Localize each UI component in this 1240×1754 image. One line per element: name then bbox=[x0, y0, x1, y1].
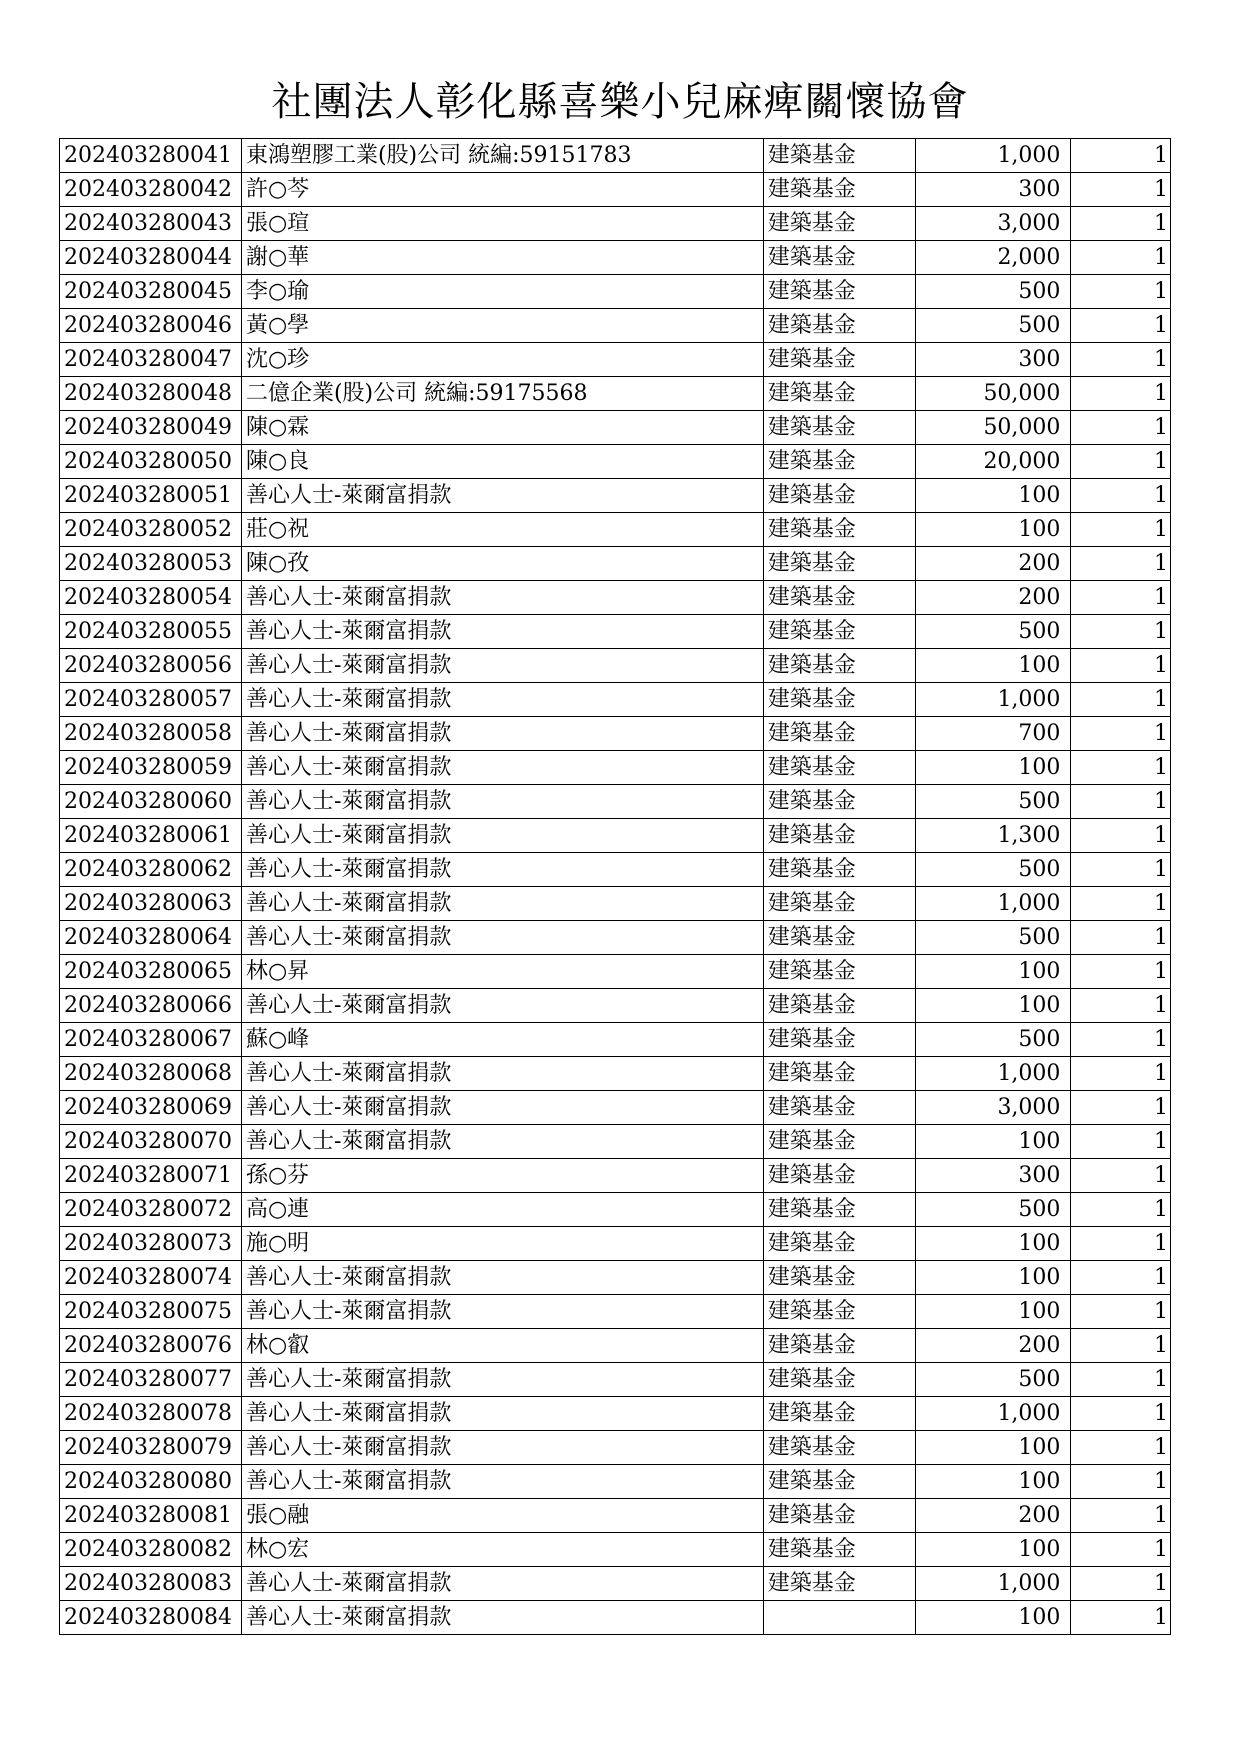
donor-name-cell: 善心人士-萊爾富捐款 bbox=[241, 1465, 763, 1499]
table-row bbox=[60, 649, 1171, 683]
donation-count-cell: 1 bbox=[1071, 139, 1171, 173]
donation-amount-cell: 1,000 bbox=[915, 1397, 1071, 1431]
donation-count-cell: 1 bbox=[1071, 615, 1171, 649]
receipt-number-cell: 202403280067 bbox=[60, 1023, 242, 1057]
donation-amount-cell: 100 bbox=[915, 1261, 1071, 1295]
donation-purpose-cell: 建築基金 bbox=[763, 343, 915, 377]
donor-name-cell: 林○叡 bbox=[241, 1329, 763, 1363]
table-row bbox=[60, 785, 1171, 819]
table-row bbox=[60, 853, 1171, 887]
donor-name-cell: 善心人士-萊爾富捐款 bbox=[241, 1397, 763, 1431]
receipt-number-cell: 202403280053 bbox=[60, 547, 242, 581]
donation-count-cell: 1 bbox=[1071, 683, 1171, 717]
donor-name-cell: 善心人士-萊爾富捐款 bbox=[241, 615, 763, 649]
donation-purpose-cell: 建築基金 bbox=[763, 955, 915, 989]
donor-name-cell: 善心人士-萊爾富捐款 bbox=[241, 887, 763, 921]
donor-name-cell: 林○昇 bbox=[241, 955, 763, 989]
donation-purpose-cell: 建築基金 bbox=[763, 1465, 915, 1499]
donation-amount-cell: 50,000 bbox=[915, 411, 1071, 445]
donation-count-cell: 1 bbox=[1071, 411, 1171, 445]
receipt-number-cell: 202403280083 bbox=[60, 1567, 242, 1601]
donation-amount-cell: 1,000 bbox=[915, 1057, 1071, 1091]
donor-name-cell: 施○明 bbox=[241, 1227, 763, 1261]
receipt-number-cell: 202403280055 bbox=[60, 615, 242, 649]
donation-amount-cell: 100 bbox=[915, 649, 1071, 683]
donor-name-cell: 善心人士-萊爾富捐款 bbox=[241, 1091, 763, 1125]
receipt-number-cell: 202403280047 bbox=[60, 343, 242, 377]
donation-purpose-cell: 建築基金 bbox=[763, 785, 915, 819]
donation-count-cell: 1 bbox=[1071, 717, 1171, 751]
table-row bbox=[60, 513, 1171, 547]
receipt-number-cell: 202403280081 bbox=[60, 1499, 242, 1533]
receipt-number-cell: 202403280084 bbox=[60, 1601, 242, 1635]
receipt-number-cell: 202403280061 bbox=[60, 819, 242, 853]
donation-table bbox=[59, 138, 1171, 1635]
table-row bbox=[60, 1533, 1171, 1567]
table-row bbox=[60, 411, 1171, 445]
donation-table-body bbox=[60, 139, 1171, 1635]
donation-purpose-cell bbox=[763, 1601, 915, 1635]
donation-amount-cell: 100 bbox=[915, 1431, 1071, 1465]
donation-amount-cell: 1,000 bbox=[915, 683, 1071, 717]
table-row bbox=[60, 989, 1171, 1023]
donation-count-cell: 1 bbox=[1071, 955, 1171, 989]
receipt-number-cell: 202403280048 bbox=[60, 377, 242, 411]
donation-purpose-cell: 建築基金 bbox=[763, 1023, 915, 1057]
donation-purpose-cell: 建築基金 bbox=[763, 1057, 915, 1091]
table-row bbox=[60, 1465, 1171, 1499]
receipt-number-cell: 202403280042 bbox=[60, 173, 242, 207]
table-row bbox=[60, 309, 1171, 343]
table-row bbox=[60, 751, 1171, 785]
donation-count-cell: 1 bbox=[1071, 1125, 1171, 1159]
donor-name-cell: 沈○珍 bbox=[241, 343, 763, 377]
donor-name-cell: 善心人士-萊爾富捐款 bbox=[241, 1057, 763, 1091]
donation-amount-cell: 1,300 bbox=[915, 819, 1071, 853]
donation-purpose-cell: 建築基金 bbox=[763, 887, 915, 921]
receipt-number-cell: 202403280051 bbox=[60, 479, 242, 513]
donation-purpose-cell: 建築基金 bbox=[763, 683, 915, 717]
donor-name-cell: 許○芩 bbox=[241, 173, 763, 207]
donation-count-cell: 1 bbox=[1071, 207, 1171, 241]
donation-amount-cell: 200 bbox=[915, 581, 1071, 615]
table-row bbox=[60, 717, 1171, 751]
table-row bbox=[60, 1363, 1171, 1397]
table-row bbox=[60, 173, 1171, 207]
donation-count-cell: 1 bbox=[1071, 581, 1171, 615]
donor-name-cell: 張○融 bbox=[241, 1499, 763, 1533]
donor-name-cell: 善心人士-萊爾富捐款 bbox=[241, 717, 763, 751]
donation-amount-cell: 1,000 bbox=[915, 887, 1071, 921]
donor-name-cell: 李○瑜 bbox=[241, 275, 763, 309]
donor-name-cell: 張○瑄 bbox=[241, 207, 763, 241]
donation-purpose-cell: 建築基金 bbox=[763, 1431, 915, 1465]
donation-amount-cell: 200 bbox=[915, 1499, 1071, 1533]
donation-amount-cell: 500 bbox=[915, 615, 1071, 649]
donation-count-cell: 1 bbox=[1071, 819, 1171, 853]
receipt-number-cell: 202403280043 bbox=[60, 207, 242, 241]
donation-purpose-cell: 建築基金 bbox=[763, 207, 915, 241]
donation-count-cell: 1 bbox=[1071, 445, 1171, 479]
donation-amount-cell: 300 bbox=[915, 343, 1071, 377]
table-row bbox=[60, 819, 1171, 853]
donation-amount-cell: 500 bbox=[915, 921, 1071, 955]
table-row bbox=[60, 377, 1171, 411]
receipt-number-cell: 202403280058 bbox=[60, 717, 242, 751]
donation-purpose-cell: 建築基金 bbox=[763, 853, 915, 887]
receipt-number-cell: 202403280072 bbox=[60, 1193, 242, 1227]
receipt-number-cell: 202403280082 bbox=[60, 1533, 242, 1567]
table-row bbox=[60, 445, 1171, 479]
donation-purpose-cell: 建築基金 bbox=[763, 1499, 915, 1533]
table-row bbox=[60, 1057, 1171, 1091]
table-row bbox=[60, 479, 1171, 513]
receipt-number-cell: 202403280068 bbox=[60, 1057, 242, 1091]
table-row bbox=[60, 547, 1171, 581]
donation-purpose-cell: 建築基金 bbox=[763, 513, 915, 547]
donation-amount-cell: 700 bbox=[915, 717, 1071, 751]
donation-purpose-cell: 建築基金 bbox=[763, 615, 915, 649]
donation-purpose-cell: 建築基金 bbox=[763, 1533, 915, 1567]
receipt-number-cell: 202403280070 bbox=[60, 1125, 242, 1159]
donation-amount-cell: 500 bbox=[915, 785, 1071, 819]
receipt-number-cell: 202403280045 bbox=[60, 275, 242, 309]
donor-name-cell: 東鴻塑膠工業(股)公司 統編:59151783 bbox=[241, 139, 763, 173]
donation-count-cell: 1 bbox=[1071, 887, 1171, 921]
donation-count-cell: 1 bbox=[1071, 513, 1171, 547]
table-row bbox=[60, 139, 1171, 173]
table-row bbox=[60, 1567, 1171, 1601]
donation-count-cell: 1 bbox=[1071, 1431, 1171, 1465]
donation-purpose-cell: 建築基金 bbox=[763, 173, 915, 207]
donation-count-cell: 1 bbox=[1071, 1533, 1171, 1567]
receipt-number-cell: 202403280077 bbox=[60, 1363, 242, 1397]
donor-name-cell: 莊○祝 bbox=[241, 513, 763, 547]
table-row bbox=[60, 1227, 1171, 1261]
table-row bbox=[60, 1125, 1171, 1159]
donation-purpose-cell: 建築基金 bbox=[763, 479, 915, 513]
table-row bbox=[60, 1159, 1171, 1193]
donation-purpose-cell: 建築基金 bbox=[763, 989, 915, 1023]
donation-count-cell: 1 bbox=[1071, 1567, 1171, 1601]
receipt-number-cell: 202403280046 bbox=[60, 309, 242, 343]
receipt-number-cell: 202403280074 bbox=[60, 1261, 242, 1295]
donation-purpose-cell: 建築基金 bbox=[763, 1193, 915, 1227]
table-row bbox=[60, 343, 1171, 377]
table-row bbox=[60, 1091, 1171, 1125]
donor-name-cell: 高○連 bbox=[241, 1193, 763, 1227]
receipt-number-cell: 202403280049 bbox=[60, 411, 242, 445]
donation-amount-cell: 100 bbox=[915, 751, 1071, 785]
donor-name-cell: 蘇○峰 bbox=[241, 1023, 763, 1057]
donor-name-cell: 善心人士-萊爾富捐款 bbox=[241, 1295, 763, 1329]
table-row bbox=[60, 1193, 1171, 1227]
donor-name-cell: 善心人士-萊爾富捐款 bbox=[241, 649, 763, 683]
table-row bbox=[60, 1329, 1171, 1363]
donation-count-cell: 1 bbox=[1071, 1261, 1171, 1295]
donation-purpose-cell: 建築基金 bbox=[763, 377, 915, 411]
receipt-number-cell: 202403280069 bbox=[60, 1091, 242, 1125]
donation-purpose-cell: 建築基金 bbox=[763, 1227, 915, 1261]
donation-count-cell: 1 bbox=[1071, 1601, 1171, 1635]
donor-name-cell: 善心人士-萊爾富捐款 bbox=[241, 853, 763, 887]
donation-count-cell: 1 bbox=[1071, 785, 1171, 819]
table-row bbox=[60, 955, 1171, 989]
donation-count-cell: 1 bbox=[1071, 1023, 1171, 1057]
receipt-number-cell: 202403280078 bbox=[60, 1397, 242, 1431]
donor-name-cell: 善心人士-萊爾富捐款 bbox=[241, 989, 763, 1023]
donation-count-cell: 1 bbox=[1071, 649, 1171, 683]
table-row bbox=[60, 1261, 1171, 1295]
receipt-number-cell: 202403280076 bbox=[60, 1329, 242, 1363]
donation-amount-cell: 100 bbox=[915, 1227, 1071, 1261]
receipt-number-cell: 202403280050 bbox=[60, 445, 242, 479]
table-row bbox=[60, 921, 1171, 955]
receipt-number-cell: 202403280071 bbox=[60, 1159, 242, 1193]
donor-name-cell: 善心人士-萊爾富捐款 bbox=[241, 1261, 763, 1295]
table-row bbox=[60, 581, 1171, 615]
donor-name-cell: 孫○芬 bbox=[241, 1159, 763, 1193]
donation-purpose-cell: 建築基金 bbox=[763, 649, 915, 683]
donation-count-cell: 1 bbox=[1071, 173, 1171, 207]
table-row bbox=[60, 1499, 1171, 1533]
donation-amount-cell: 1,000 bbox=[915, 1567, 1071, 1601]
donation-count-cell: 1 bbox=[1071, 853, 1171, 887]
donation-amount-cell: 100 bbox=[915, 1601, 1071, 1635]
donor-name-cell: 善心人士-萊爾富捐款 bbox=[241, 921, 763, 955]
donor-name-cell: 陳○良 bbox=[241, 445, 763, 479]
receipt-number-cell: 202403280064 bbox=[60, 921, 242, 955]
table-row bbox=[60, 207, 1171, 241]
receipt-number-cell: 202403280075 bbox=[60, 1295, 242, 1329]
donation-count-cell: 1 bbox=[1071, 1227, 1171, 1261]
donor-name-cell: 林○宏 bbox=[241, 1533, 763, 1567]
donation-purpose-cell: 建築基金 bbox=[763, 547, 915, 581]
donation-count-cell: 1 bbox=[1071, 1091, 1171, 1125]
donation-purpose-cell: 建築基金 bbox=[763, 309, 915, 343]
donation-purpose-cell: 建築基金 bbox=[763, 581, 915, 615]
table-row bbox=[60, 275, 1171, 309]
donation-purpose-cell: 建築基金 bbox=[763, 1397, 915, 1431]
donor-name-cell: 善心人士-萊爾富捐款 bbox=[241, 1601, 763, 1635]
donation-count-cell: 1 bbox=[1071, 241, 1171, 275]
table-row bbox=[60, 1023, 1171, 1057]
donor-name-cell: 善心人士-萊爾富捐款 bbox=[241, 1567, 763, 1601]
donation-count-cell: 1 bbox=[1071, 377, 1171, 411]
donation-purpose-cell: 建築基金 bbox=[763, 819, 915, 853]
donor-name-cell: 善心人士-萊爾富捐款 bbox=[241, 751, 763, 785]
donor-name-cell: 黃○學 bbox=[241, 309, 763, 343]
donation-amount-cell: 300 bbox=[915, 173, 1071, 207]
donation-amount-cell: 100 bbox=[915, 1465, 1071, 1499]
donation-purpose-cell: 建築基金 bbox=[763, 1295, 915, 1329]
table-row bbox=[60, 887, 1171, 921]
donation-count-cell: 1 bbox=[1071, 1499, 1171, 1533]
donation-purpose-cell: 建築基金 bbox=[763, 241, 915, 275]
receipt-number-cell: 202403280056 bbox=[60, 649, 242, 683]
receipt-number-cell: 202403280060 bbox=[60, 785, 242, 819]
table-row bbox=[60, 1397, 1171, 1431]
donor-name-cell: 陳○霖 bbox=[241, 411, 763, 445]
table-row bbox=[60, 683, 1171, 717]
donation-amount-cell: 200 bbox=[915, 547, 1071, 581]
donation-amount-cell: 3,000 bbox=[915, 207, 1071, 241]
donation-amount-cell: 2,000 bbox=[915, 241, 1071, 275]
donation-count-cell: 1 bbox=[1071, 1465, 1171, 1499]
donor-name-cell: 善心人士-萊爾富捐款 bbox=[241, 819, 763, 853]
donation-amount-cell: 500 bbox=[915, 309, 1071, 343]
donor-name-cell: 謝○華 bbox=[241, 241, 763, 275]
donor-name-cell: 善心人士-萊爾富捐款 bbox=[241, 785, 763, 819]
donor-name-cell: 善心人士-萊爾富捐款 bbox=[241, 1431, 763, 1465]
receipt-number-cell: 202403280079 bbox=[60, 1431, 242, 1465]
donation-count-cell: 1 bbox=[1071, 989, 1171, 1023]
donation-purpose-cell: 建築基金 bbox=[763, 1329, 915, 1363]
donation-count-cell: 1 bbox=[1071, 921, 1171, 955]
donation-amount-cell: 100 bbox=[915, 1125, 1071, 1159]
donor-name-cell: 善心人士-萊爾富捐款 bbox=[241, 683, 763, 717]
donation-count-cell: 1 bbox=[1071, 1363, 1171, 1397]
donation-count-cell: 1 bbox=[1071, 1193, 1171, 1227]
donation-amount-cell: 100 bbox=[915, 989, 1071, 1023]
table-row bbox=[60, 241, 1171, 275]
donation-amount-cell: 100 bbox=[915, 955, 1071, 989]
receipt-number-cell: 202403280062 bbox=[60, 853, 242, 887]
donation-purpose-cell: 建築基金 bbox=[763, 275, 915, 309]
donation-purpose-cell: 建築基金 bbox=[763, 445, 915, 479]
donation-amount-cell: 100 bbox=[915, 1533, 1071, 1567]
receipt-number-cell: 202403280057 bbox=[60, 683, 242, 717]
donation-amount-cell: 500 bbox=[915, 1193, 1071, 1227]
donor-name-cell: 陳○孜 bbox=[241, 547, 763, 581]
donor-name-cell: 二億企業(股)公司 統編:59175568 bbox=[241, 377, 763, 411]
donation-amount-cell: 20,000 bbox=[915, 445, 1071, 479]
table-row bbox=[60, 615, 1171, 649]
donation-amount-cell: 3,000 bbox=[915, 1091, 1071, 1125]
donation-count-cell: 1 bbox=[1071, 275, 1171, 309]
table-row bbox=[60, 1601, 1171, 1635]
donor-name-cell: 善心人士-萊爾富捐款 bbox=[241, 1125, 763, 1159]
donation-count-cell: 1 bbox=[1071, 547, 1171, 581]
donation-count-cell: 1 bbox=[1071, 1397, 1171, 1431]
receipt-number-cell: 202403280059 bbox=[60, 751, 242, 785]
receipt-number-cell: 202403280073 bbox=[60, 1227, 242, 1261]
donation-purpose-cell: 建築基金 bbox=[763, 751, 915, 785]
donation-count-cell: 1 bbox=[1071, 751, 1171, 785]
receipt-number-cell: 202403280080 bbox=[60, 1465, 242, 1499]
receipt-number-cell: 202403280063 bbox=[60, 887, 242, 921]
donation-amount-cell: 500 bbox=[915, 1363, 1071, 1397]
donation-count-cell: 1 bbox=[1071, 1295, 1171, 1329]
receipt-number-cell: 202403280066 bbox=[60, 989, 242, 1023]
donation-purpose-cell: 建築基金 bbox=[763, 1567, 915, 1601]
donation-amount-cell: 500 bbox=[915, 853, 1071, 887]
donation-amount-cell: 500 bbox=[915, 275, 1071, 309]
donation-purpose-cell: 建築基金 bbox=[763, 1091, 915, 1125]
document-title: 社團法人彰化縣喜樂小兒麻痺關懷協會 bbox=[271, 79, 969, 125]
donation-amount-cell: 100 bbox=[915, 513, 1071, 547]
donation-purpose-cell: 建築基金 bbox=[763, 1159, 915, 1193]
donation-purpose-cell: 建築基金 bbox=[763, 921, 915, 955]
donation-count-cell: 1 bbox=[1071, 1159, 1171, 1193]
donation-amount-cell: 50,000 bbox=[915, 377, 1071, 411]
donation-count-cell: 1 bbox=[1071, 1057, 1171, 1091]
donation-purpose-cell: 建築基金 bbox=[763, 411, 915, 445]
donor-name-cell: 善心人士-萊爾富捐款 bbox=[241, 479, 763, 513]
receipt-number-cell: 202403280054 bbox=[60, 581, 242, 615]
donation-purpose-cell: 建築基金 bbox=[763, 1363, 915, 1397]
donation-count-cell: 1 bbox=[1071, 1329, 1171, 1363]
receipt-number-cell: 202403280044 bbox=[60, 241, 242, 275]
donation-purpose-cell: 建築基金 bbox=[763, 1125, 915, 1159]
donation-count-cell: 1 bbox=[1071, 343, 1171, 377]
donation-purpose-cell: 建築基金 bbox=[763, 717, 915, 751]
donation-amount-cell: 500 bbox=[915, 1023, 1071, 1057]
receipt-number-cell: 202403280052 bbox=[60, 513, 242, 547]
donation-amount-cell: 1,000 bbox=[915, 139, 1071, 173]
donation-amount-cell: 100 bbox=[915, 479, 1071, 513]
donor-name-cell: 善心人士-萊爾富捐款 bbox=[241, 581, 763, 615]
donation-count-cell: 1 bbox=[1071, 479, 1171, 513]
donation-amount-cell: 300 bbox=[915, 1159, 1071, 1193]
receipt-number-cell: 202403280041 bbox=[60, 139, 242, 173]
table-row bbox=[60, 1295, 1171, 1329]
table-row bbox=[60, 1431, 1171, 1465]
donation-purpose-cell: 建築基金 bbox=[763, 139, 915, 173]
donor-name-cell: 善心人士-萊爾富捐款 bbox=[241, 1363, 763, 1397]
donation-count-cell: 1 bbox=[1071, 309, 1171, 343]
donation-amount-cell: 100 bbox=[915, 1295, 1071, 1329]
donation-amount-cell: 200 bbox=[915, 1329, 1071, 1363]
donation-purpose-cell: 建築基金 bbox=[763, 1261, 915, 1295]
receipt-number-cell: 202403280065 bbox=[60, 955, 242, 989]
